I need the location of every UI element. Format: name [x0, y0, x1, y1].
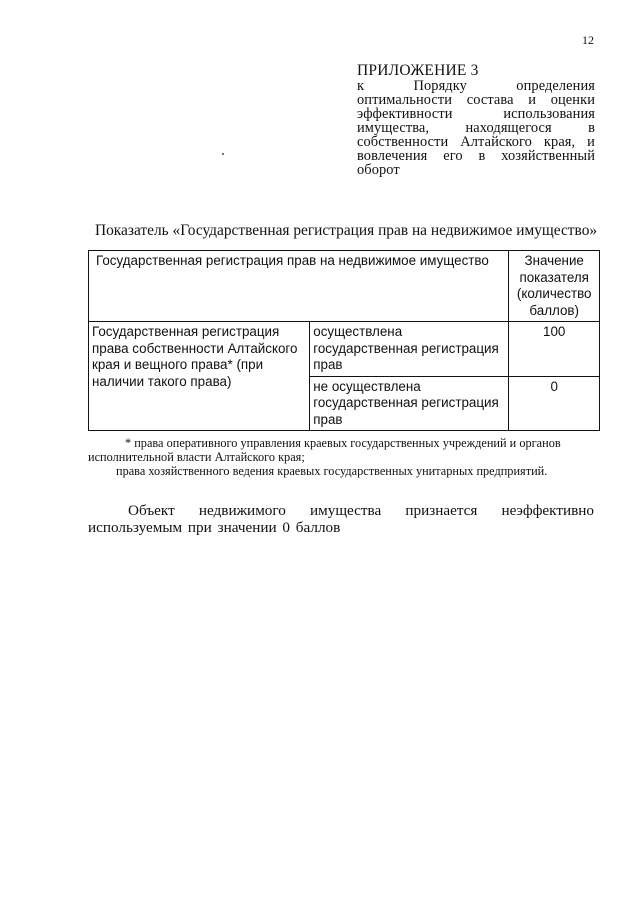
footnote — [88, 436, 600, 478]
header-criterion: Государственная регистрация прав на недвижимое имущество — [89, 251, 509, 322]
appendix-block — [357, 64, 595, 177]
score-cell: 100 — [509, 322, 600, 377]
conclusion-paragraph: Объект недвижимого имущества признается неэффективно используемым при значении 0 баллов — [88, 502, 594, 536]
footnote-line: * права оперативного управления краевых государственных учреждений и органов — [125, 436, 561, 450]
table-row — [89, 322, 600, 377]
indicator-table — [88, 250, 600, 431]
footnote-line: исполнительной власти Алтайского края; — [88, 450, 305, 464]
appendix-body: к Порядку определения оптимальности состава и оценки эффективности использования имущества, находящегося в собственности Алтайского края, и вовлечения его в хозяйственный оборот — [357, 78, 595, 178]
group-label-cell: Государственная регистрация права собственности Алтайского края и вещного права* (при наличии такого права) — [89, 322, 310, 431]
header-value: Значение показателя (количество баллов) — [509, 251, 600, 322]
table-header-row — [89, 251, 600, 322]
footnote-line: права хозяйственного ведения краевых государственных унитарных предприятий. — [116, 464, 548, 478]
indicator-title: Показатель «Государственная регистрация прав на недвижимое имущество» — [95, 222, 598, 239]
condition-cell: осуществлена государственная регистрация прав — [310, 322, 509, 377]
scan-speck — [222, 153, 224, 155]
condition-cell: не осуществлена государственная регистрация прав — [310, 376, 509, 431]
score-cell: 0 — [509, 376, 600, 431]
appendix-title: ПРИЛОЖЕНИЕ 3 — [357, 62, 479, 79]
page-number: 12 — [582, 33, 594, 47]
